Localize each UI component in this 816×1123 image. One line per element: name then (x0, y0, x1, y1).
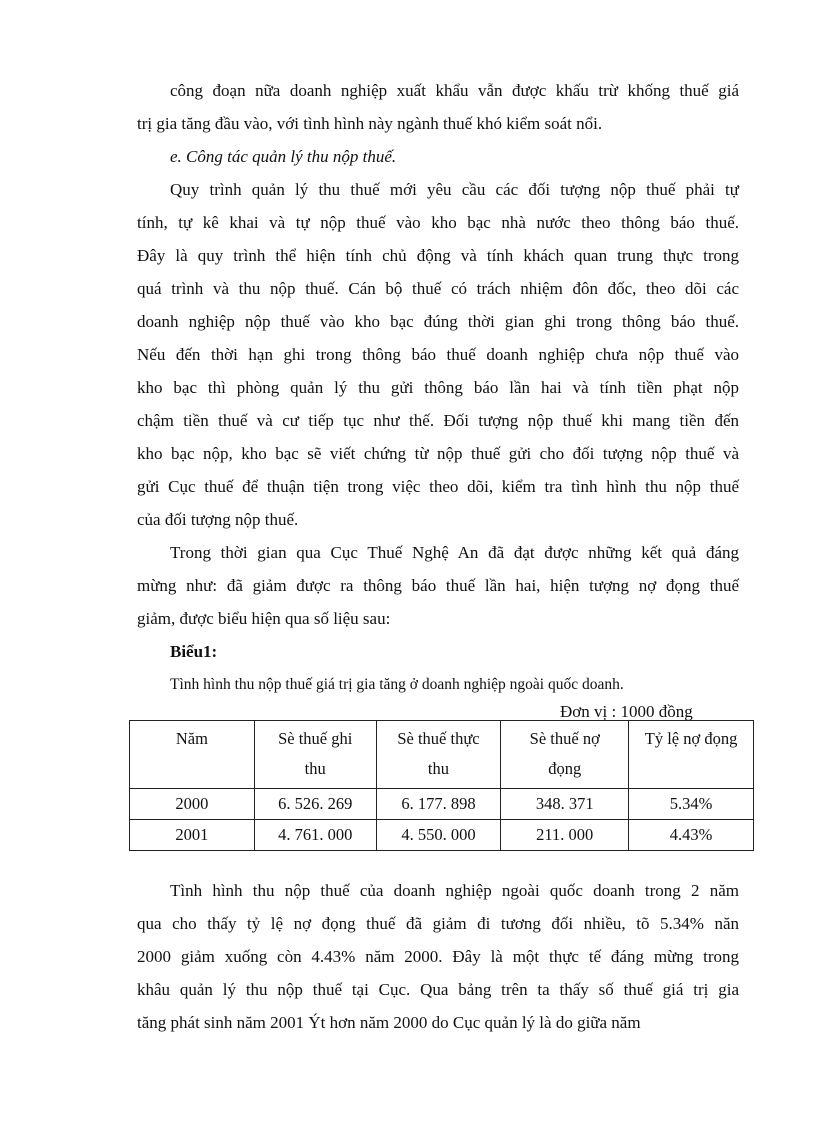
text-line: doanh nghiệp nộp thuế vào kho bạc đúng thời gian ghi trong thông báo thuế. (137, 312, 739, 331)
table-cell: 4.43% (629, 820, 754, 851)
table-cell: 211. 000 (501, 820, 629, 851)
text-line: Đây là quy trình thể hiện tính chủ động và tính khách quan trung thực trong (137, 246, 739, 265)
table-cell: 5.34% (629, 789, 754, 820)
text-line: giảm, được biểu hiện qua số liệu sau: (137, 609, 391, 628)
text-line: Nếu đến thời hạn ghi trong thông báo thuế doanh nghiệp chưa nộp thuế vào (137, 345, 739, 364)
text-line: mừng như: đã giảm được ra thông báo thuế lần hai, hiện tượng nợ đọng thuế (137, 576, 739, 595)
text-line: quá trình và thu nộp thuế. Cán bộ thuế có trách nhiệm đôn đốc, theo dõi các (137, 279, 739, 298)
table-header-row (130, 721, 754, 789)
table-cell: 6. 526. 269 (254, 789, 376, 820)
text-line: chậm tiền thuế và cư tiếp tục như thế. Đối tượng nộp thuế khi mang tiền đến (137, 411, 739, 430)
text-line: Trong thời gian qua Cục Thuế Nghệ An đã đạt được những kết quả đáng (170, 543, 739, 562)
header-cell-year: Năm (130, 721, 255, 789)
text-line: Tình hình thu nộp thuế của doanh nghiệp ngoài quốc doanh trong 2 năm (170, 881, 739, 900)
header-cell-collected: Sè thuế thực thu (376, 721, 501, 789)
table-cell: 4. 550. 000 (376, 820, 501, 851)
text-line: của đối tượng nộp thuế. (137, 510, 299, 529)
text-line: trị gia tăng đầu vào, với tình hình này ngành thuế khó kiểm soát nổi. (137, 114, 603, 133)
text-line: tính, tự kê khai và tự nộp thuế vào kho bạc nhà nước theo thông báo thuế. (137, 213, 739, 232)
text-line: Quy trình quản lý thu thuế mới yêu cầu các đối tượng nộp thuế phải tự (170, 180, 739, 199)
text-line: khâu quản lý thu nộp thuế tại Cục. Qua bảng trên ta thấy số thuế giá trị gia (137, 980, 739, 999)
table-row (130, 820, 754, 851)
header-cell-assessed: Sè thuế ghi thu (254, 721, 376, 789)
table-row (130, 789, 754, 820)
text-line: qua cho thấy tỷ lệ nợ đọng thuế đã giảm đi tương đối nhiều, tõ 5.34% năn (137, 914, 739, 933)
table-cell: 6. 177. 898 (376, 789, 501, 820)
table-cell: 2000 (130, 789, 255, 820)
tax-collection-table (129, 720, 754, 851)
text-line: kho bạc thì phòng quản lý thu gửi thông báo lần hai và tính tiền phạt nộp (137, 378, 739, 397)
header-cell-arrears-rate: Tỷ lệ nợ đọng (629, 721, 754, 789)
text-line: công đoạn nữa doanh nghiệp xuất khẩu vẫn được khấu trừ khống thuế giá (170, 81, 739, 100)
text-line: gửi Cục thuế để thuận tiện trong việc theo dõi, kiểm tra tình hình thu nộp thuế (137, 477, 739, 496)
text-line: tăng phát sinh năm 2001 Ýt hơn năm 2000 do Cục quản lý là do giữa năm (137, 1013, 641, 1032)
section-heading: e. Công tác quản lý thu nộp thuế. (170, 147, 397, 166)
table-cell: 348. 371 (501, 789, 629, 820)
header-cell-arrears: Sè thuế nợ đọng (501, 721, 629, 789)
text-line: kho bạc nộp, kho bạc sẽ viết chứng từ nộp thuế gửi cho đối tượng nộp thuế và (137, 444, 739, 463)
table-cell: 2001 (130, 820, 255, 851)
text-line: 2000 giảm xuống còn 4.43% năm 2000. Đây là một thực tế đáng mừng trong (137, 947, 739, 966)
table-unit: Đơn vị : 1000 đồng (560, 702, 693, 721)
table-caption: Tình hình thu nộp thuế giá trị gia tăng ở doanh nghiệp ngoài quốc doanh. (170, 676, 624, 693)
table-label: Biểu1: (170, 642, 218, 661)
table-cell: 4. 761. 000 (254, 820, 376, 851)
